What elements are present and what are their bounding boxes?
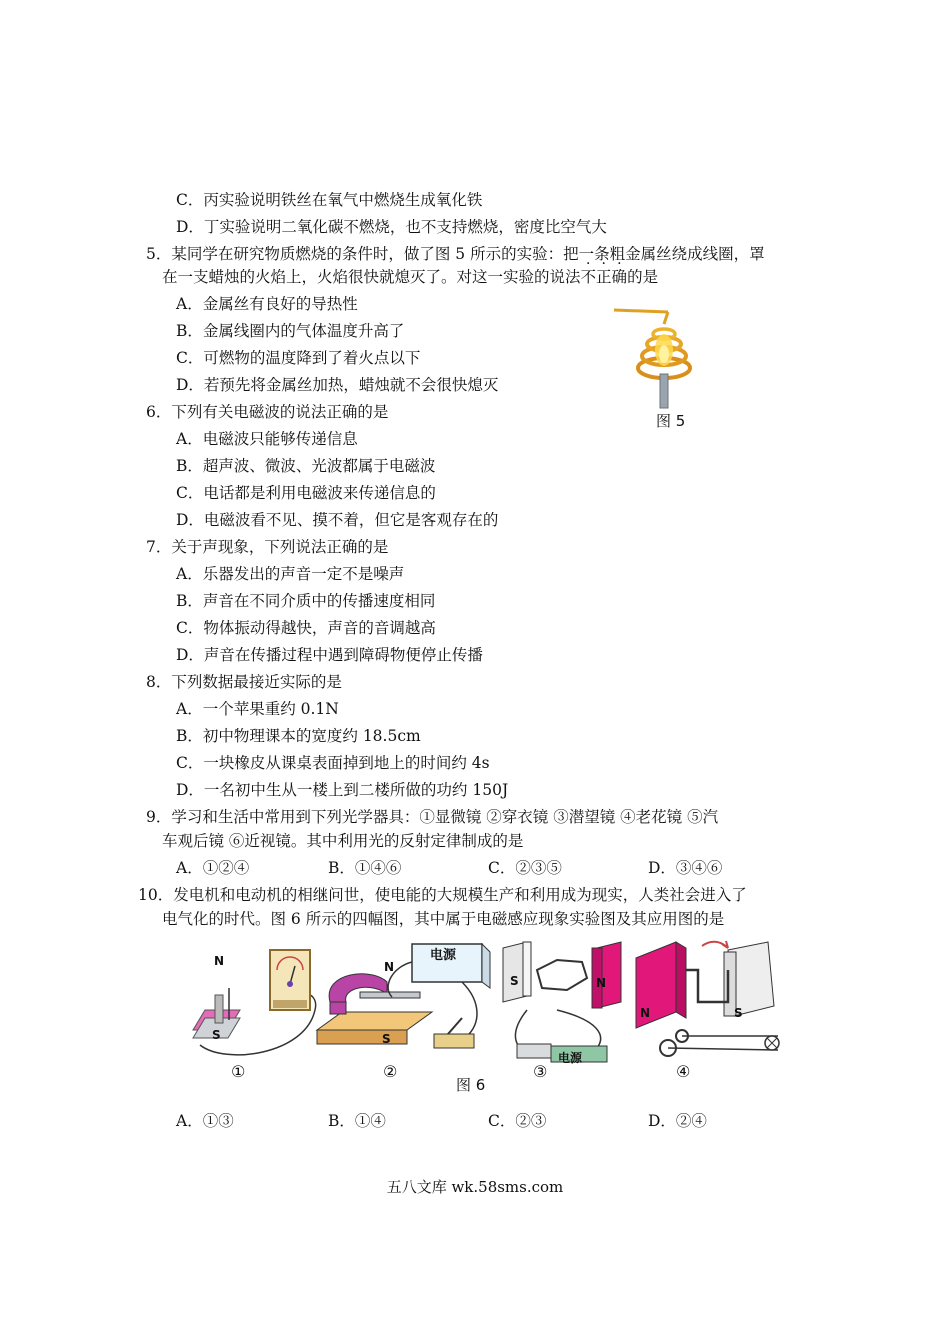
q4-option-c: C．丙实验说明铁丝在氧气中燃烧生成氧化铁 bbox=[176, 191, 483, 209]
q8-option-c: C．一块橡皮从课桌表面掉到地上的时间约 4s bbox=[176, 754, 490, 772]
q5-option-b: B．金属线圈内的气体温度升高了 bbox=[176, 322, 405, 340]
q10-option-a: A．①③ bbox=[176, 1112, 234, 1130]
q9-stem-line1: 9．学习和生活中常用到下列光学器具：①显微镜 ②穿衣镜 ③潜望镜 ④老花镜 ⑤汽 bbox=[146, 808, 719, 826]
q5-option-c: C．可燃物的温度降到了着火点以下 bbox=[176, 349, 421, 367]
fig6-panel2-power-label: 电源 bbox=[430, 948, 457, 963]
q7-option-c: C．物体振动得越快，声音的音调越高 bbox=[176, 619, 436, 637]
q6-option-c: C．电话都是利用电磁波来传递信息的 bbox=[176, 484, 436, 502]
q9-option-b: B．①④⑥ bbox=[328, 859, 402, 877]
figure-5-coil-candle bbox=[608, 292, 728, 412]
fig6-panel2-s-label: S bbox=[382, 1032, 391, 1046]
q5-emphasis-2: 正 bbox=[596, 268, 612, 286]
fig6-label-1: ① bbox=[231, 1062, 246, 1081]
q10-stem-line1: 10．发电机和电动机的相继问世，使电能的大规模生产和利用成为现实，人类社会进入了 bbox=[138, 886, 747, 904]
fig6-panel2-n-label: N bbox=[384, 960, 395, 974]
q10-option-c: C．②③ bbox=[488, 1112, 547, 1130]
q7-option-a: A．乐器发出的声音一定不是噪声 bbox=[176, 565, 405, 583]
q8-option-d: D．一名初中生从一楼上到二楼所做的功约 150J bbox=[176, 781, 509, 799]
figure-6-caption: 图 6 bbox=[456, 1076, 486, 1094]
figure-6-panel-4 bbox=[628, 940, 788, 1065]
fig6-panel4-n-label: N bbox=[640, 1006, 651, 1020]
q9-option-c: C．②③⑤ bbox=[488, 859, 562, 877]
q7-stem: 7．关于声现象，下列说法正确的是 bbox=[146, 538, 389, 556]
fig6-panel3-s-label: S bbox=[510, 974, 519, 988]
q4-option-d: D．丁实验说明二氧化碳不燃烧，也不支持燃烧，密度比空气大 bbox=[176, 218, 607, 236]
q5-emphasis-3: 确 bbox=[611, 268, 628, 286]
fig6-panel3-power-label: 电源 bbox=[558, 1051, 583, 1065]
q5-option-a: A．金属丝有良好的导热性 bbox=[176, 295, 358, 313]
q8-option-b: B．初中物理课本的宽度约 18.5cm bbox=[176, 727, 421, 745]
fig6-label-3: ③ bbox=[533, 1062, 548, 1081]
fig6-panel3-n-label: N bbox=[596, 976, 607, 990]
q9-option-d: D．③④⑥ bbox=[648, 859, 723, 877]
q10-option-b: B．①④ bbox=[328, 1112, 386, 1130]
q6-option-a: A．电磁波只能够传递信息 bbox=[176, 430, 358, 448]
figure-6-panel-3 bbox=[497, 940, 637, 1065]
figure-6-panel-1 bbox=[185, 940, 325, 1065]
fig6-panel4-s-label: S bbox=[734, 1006, 743, 1020]
fig6-label-2: ② bbox=[383, 1062, 398, 1081]
q10-option-d: D．②④ bbox=[648, 1112, 707, 1130]
q6-stem: 6．下列有关电磁波的说法正确的是 bbox=[146, 403, 389, 421]
fig6-panel1-n-label: N bbox=[214, 954, 225, 968]
figure-6-panel-2 bbox=[312, 942, 487, 1062]
q8-option-a: A．一个苹果重约 0.1N bbox=[176, 700, 339, 718]
q10-stem-line2: 电气化的时代。图 6 所示的四幅图，其中属于电磁感应现象实验图及其应用图的是 bbox=[162, 910, 725, 928]
q9-option-a: A．①②④ bbox=[176, 859, 250, 877]
q8-stem: 8．下列数据最接近实际的是 bbox=[146, 673, 342, 691]
q5-stem-line2: 在一支蜡烛的火焰上，火焰很快就熄灭了。对这一实验的说法不正确的是 bbox=[162, 268, 659, 286]
q9-stem-line2: 车观后镜 ⑥近视镜。其中利用光的反射定律制成的是 bbox=[162, 832, 524, 850]
q7-option-d: D．声音在传播过程中遇到障碍物便停止传播 bbox=[176, 646, 483, 664]
fig6-panel1-s-label: S bbox=[212, 1028, 221, 1042]
q5-stem-line1: 5．某同学在研究物质燃烧的条件时，做了图 5 所示的实验：把一条粗金属丝绕成线圈，罩 bbox=[146, 245, 765, 263]
page-footer: 五八文库 wk.58sms.com bbox=[386, 1178, 564, 1196]
q5-option-d: D．若预先将金属丝加热，蜡烛就不会很快熄灭 bbox=[176, 376, 499, 394]
q7-option-b: B．声音在不同介质中的传播速度相同 bbox=[176, 592, 436, 610]
figure-5-caption: 图 5 bbox=[656, 412, 686, 430]
q5-emphasis-1: 不 bbox=[580, 268, 597, 286]
fig6-label-4: ④ bbox=[676, 1062, 691, 1081]
q6-option-b: B．超声波、微波、光波都属于电磁波 bbox=[176, 457, 436, 475]
q6-option-d: D．电磁波看不见、摸不着，但它是客观存在的 bbox=[176, 511, 499, 529]
